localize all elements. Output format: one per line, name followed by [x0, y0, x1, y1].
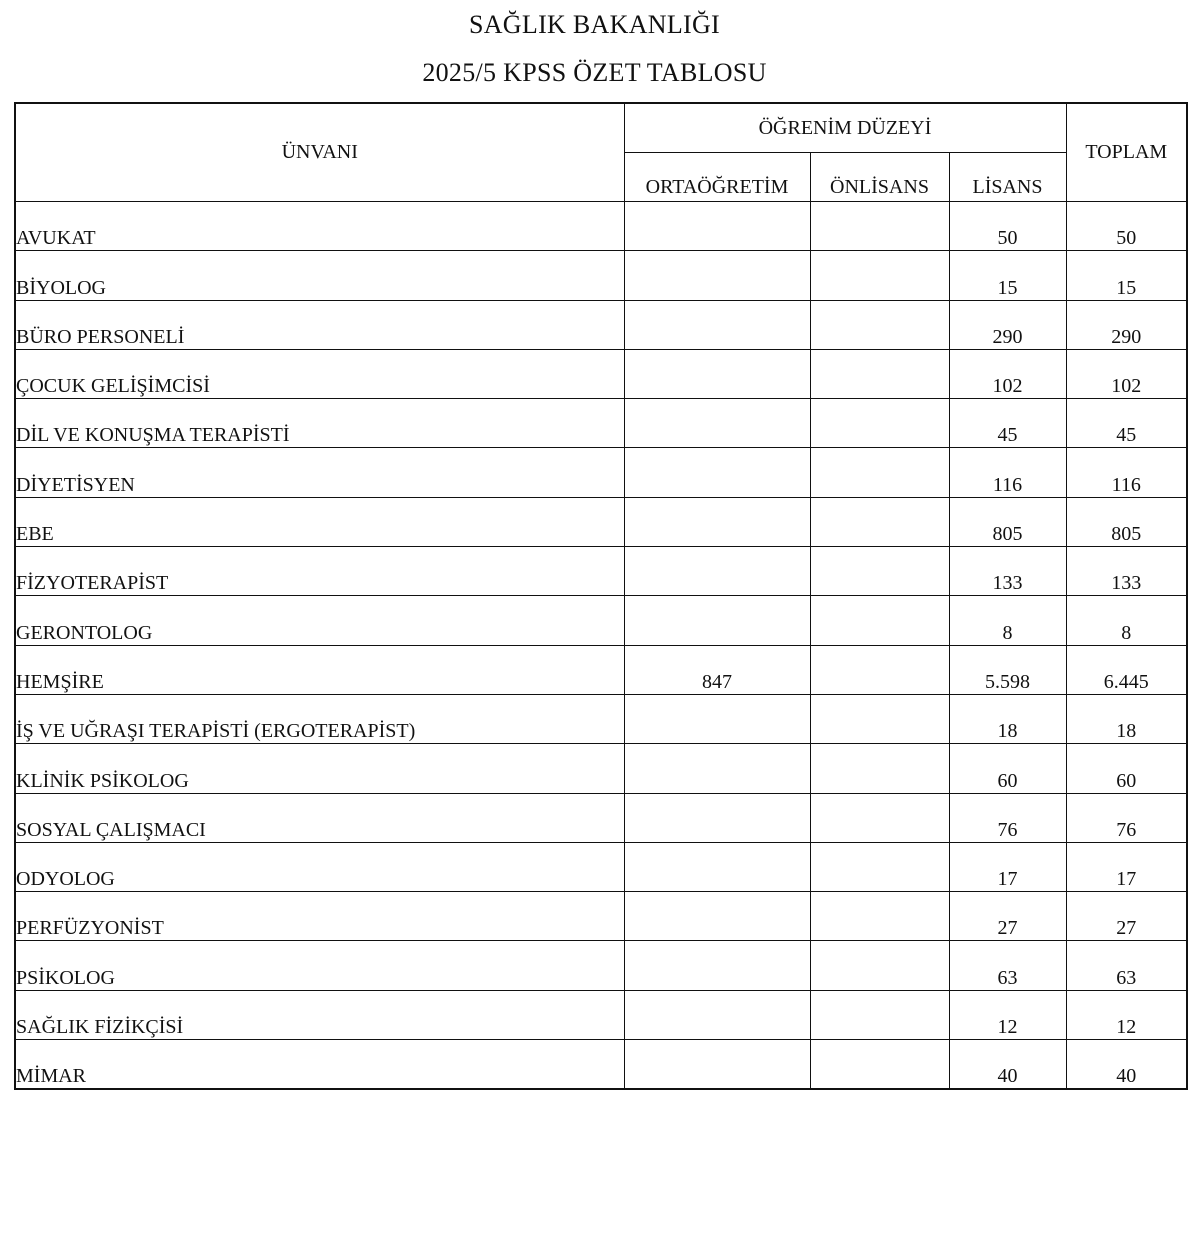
header-bachelor-degree: LİSANS: [949, 153, 1066, 202]
row-associate-cell: [810, 497, 949, 546]
header-total-column: TOPLAM: [1066, 103, 1187, 202]
row-associate-cell: [810, 596, 949, 645]
row-secondary-cell: [624, 202, 810, 251]
row-total-cell: 45: [1066, 399, 1187, 448]
row-total-cell: 60: [1066, 744, 1187, 793]
header-title-column: ÜNVANI: [15, 103, 624, 202]
row-bachelor-cell: 60: [949, 744, 1066, 793]
row-bachelor-cell: 76: [949, 793, 1066, 842]
row-title-cell: SAĞLIK FİZİKÇİSİ: [15, 990, 624, 1039]
row-secondary-cell: [624, 300, 810, 349]
row-bachelor-cell: 17: [949, 842, 1066, 891]
row-bachelor-cell: 290: [949, 300, 1066, 349]
row-associate-cell: [810, 941, 949, 990]
table-row: [15, 842, 1187, 891]
row-secondary-cell: 847: [624, 645, 810, 694]
row-secondary-cell: [624, 448, 810, 497]
table-row: [15, 596, 1187, 645]
row-title-cell: DİL VE KONUŞMA TERAPİSTİ: [15, 399, 624, 448]
row-associate-cell: [810, 744, 949, 793]
row-title-cell: AVUKAT: [15, 202, 624, 251]
row-title-cell: EBE: [15, 497, 624, 546]
row-secondary-cell: [624, 349, 810, 398]
row-secondary-cell: [624, 892, 810, 941]
table-row: [15, 202, 1187, 251]
table-row: [15, 448, 1187, 497]
row-title-cell: ÇOCUK GELİŞİMCİSİ: [15, 349, 624, 398]
row-total-cell: 116: [1066, 448, 1187, 497]
row-secondary-cell: [624, 1040, 810, 1090]
row-bachelor-cell: 5.598: [949, 645, 1066, 694]
row-associate-cell: [810, 694, 949, 743]
row-total-cell: 15: [1066, 251, 1187, 300]
table-row: [15, 1040, 1187, 1090]
row-associate-cell: [810, 793, 949, 842]
row-secondary-cell: [624, 399, 810, 448]
row-bachelor-cell: 12: [949, 990, 1066, 1039]
table-row: [15, 497, 1187, 546]
row-title-cell: MİMAR: [15, 1040, 624, 1090]
row-bachelor-cell: 805: [949, 497, 1066, 546]
table-row: [15, 990, 1187, 1039]
row-title-cell: PERFÜZYONİST: [15, 892, 624, 941]
row-title-cell: ODYOLOG: [15, 842, 624, 891]
row-secondary-cell: [624, 793, 810, 842]
row-bachelor-cell: 15: [949, 251, 1066, 300]
row-total-cell: 17: [1066, 842, 1187, 891]
row-bachelor-cell: 45: [949, 399, 1066, 448]
row-bachelor-cell: 50: [949, 202, 1066, 251]
row-total-cell: 27: [1066, 892, 1187, 941]
row-secondary-cell: [624, 990, 810, 1039]
row-total-cell: 290: [1066, 300, 1187, 349]
row-secondary-cell: [624, 497, 810, 546]
row-secondary-cell: [624, 251, 810, 300]
row-bachelor-cell: 102: [949, 349, 1066, 398]
row-total-cell: 8: [1066, 596, 1187, 645]
row-associate-cell: [810, 547, 949, 596]
row-secondary-cell: [624, 941, 810, 990]
header-secondary-school: ORTAÖĞRETİM: [624, 153, 810, 202]
header-associate-degree: ÖNLİSANS: [810, 153, 949, 202]
table-body: [15, 202, 1187, 1090]
row-title-cell: GERONTOLOG: [15, 596, 624, 645]
row-total-cell: 12: [1066, 990, 1187, 1039]
row-title-cell: BİYOLOG: [15, 251, 624, 300]
table-row: [15, 941, 1187, 990]
row-total-cell: 133: [1066, 547, 1187, 596]
row-title-cell: PSİKOLOG: [15, 941, 624, 990]
row-total-cell: 63: [1066, 941, 1187, 990]
row-associate-cell: [810, 349, 949, 398]
row-secondary-cell: [624, 596, 810, 645]
row-associate-cell: [810, 842, 949, 891]
row-bachelor-cell: 116: [949, 448, 1066, 497]
row-title-cell: İŞ VE UĞRAŞI TERAPİSTİ (ERGOTERAPİST): [15, 694, 624, 743]
table-row: [15, 892, 1187, 941]
summary-table: [14, 102, 1188, 1090]
row-total-cell: 18: [1066, 694, 1187, 743]
table-row: [15, 547, 1187, 596]
row-bachelor-cell: 133: [949, 547, 1066, 596]
row-title-cell: DİYETİSYEN: [15, 448, 624, 497]
table-row: [15, 300, 1187, 349]
row-title-cell: BÜRO PERSONELİ: [15, 300, 624, 349]
row-title-cell: SOSYAL ÇALIŞMACI: [15, 793, 624, 842]
row-total-cell: 102: [1066, 349, 1187, 398]
table-row: [15, 399, 1187, 448]
header-education-level: ÖĞRENİM DÜZEYİ: [624, 103, 1066, 153]
table-row: [15, 793, 1187, 842]
table-row: [15, 645, 1187, 694]
row-associate-cell: [810, 251, 949, 300]
row-total-cell: 50: [1066, 202, 1187, 251]
row-associate-cell: [810, 892, 949, 941]
row-associate-cell: [810, 399, 949, 448]
table-row: [15, 694, 1187, 743]
row-bachelor-cell: 63: [949, 941, 1066, 990]
table-row: [15, 251, 1187, 300]
row-bachelor-cell: 40: [949, 1040, 1066, 1090]
row-secondary-cell: [624, 842, 810, 891]
row-associate-cell: [810, 1040, 949, 1090]
row-associate-cell: [810, 990, 949, 1039]
row-title-cell: FİZYOTERAPİST: [15, 547, 624, 596]
row-associate-cell: [810, 300, 949, 349]
table-row: [15, 349, 1187, 398]
row-secondary-cell: [624, 744, 810, 793]
row-associate-cell: [810, 645, 949, 694]
row-associate-cell: [810, 448, 949, 497]
row-bachelor-cell: 8: [949, 596, 1066, 645]
row-total-cell: 805: [1066, 497, 1187, 546]
row-secondary-cell: [624, 694, 810, 743]
row-associate-cell: [810, 202, 949, 251]
row-total-cell: 6.445: [1066, 645, 1187, 694]
document-subtitle: 2025/5 KPSS ÖZET TABLOSU: [422, 58, 767, 87]
row-bachelor-cell: 27: [949, 892, 1066, 941]
row-total-cell: 40: [1066, 1040, 1187, 1090]
row-total-cell: 76: [1066, 793, 1187, 842]
document-title: SAĞLIK BAKANLIĞI: [468, 10, 721, 39]
row-title-cell: HEMŞİRE: [15, 645, 624, 694]
row-secondary-cell: [624, 547, 810, 596]
row-title-cell: KLİNİK PSİKOLOG: [15, 744, 624, 793]
table-row: [15, 744, 1187, 793]
row-bachelor-cell: 18: [949, 694, 1066, 743]
